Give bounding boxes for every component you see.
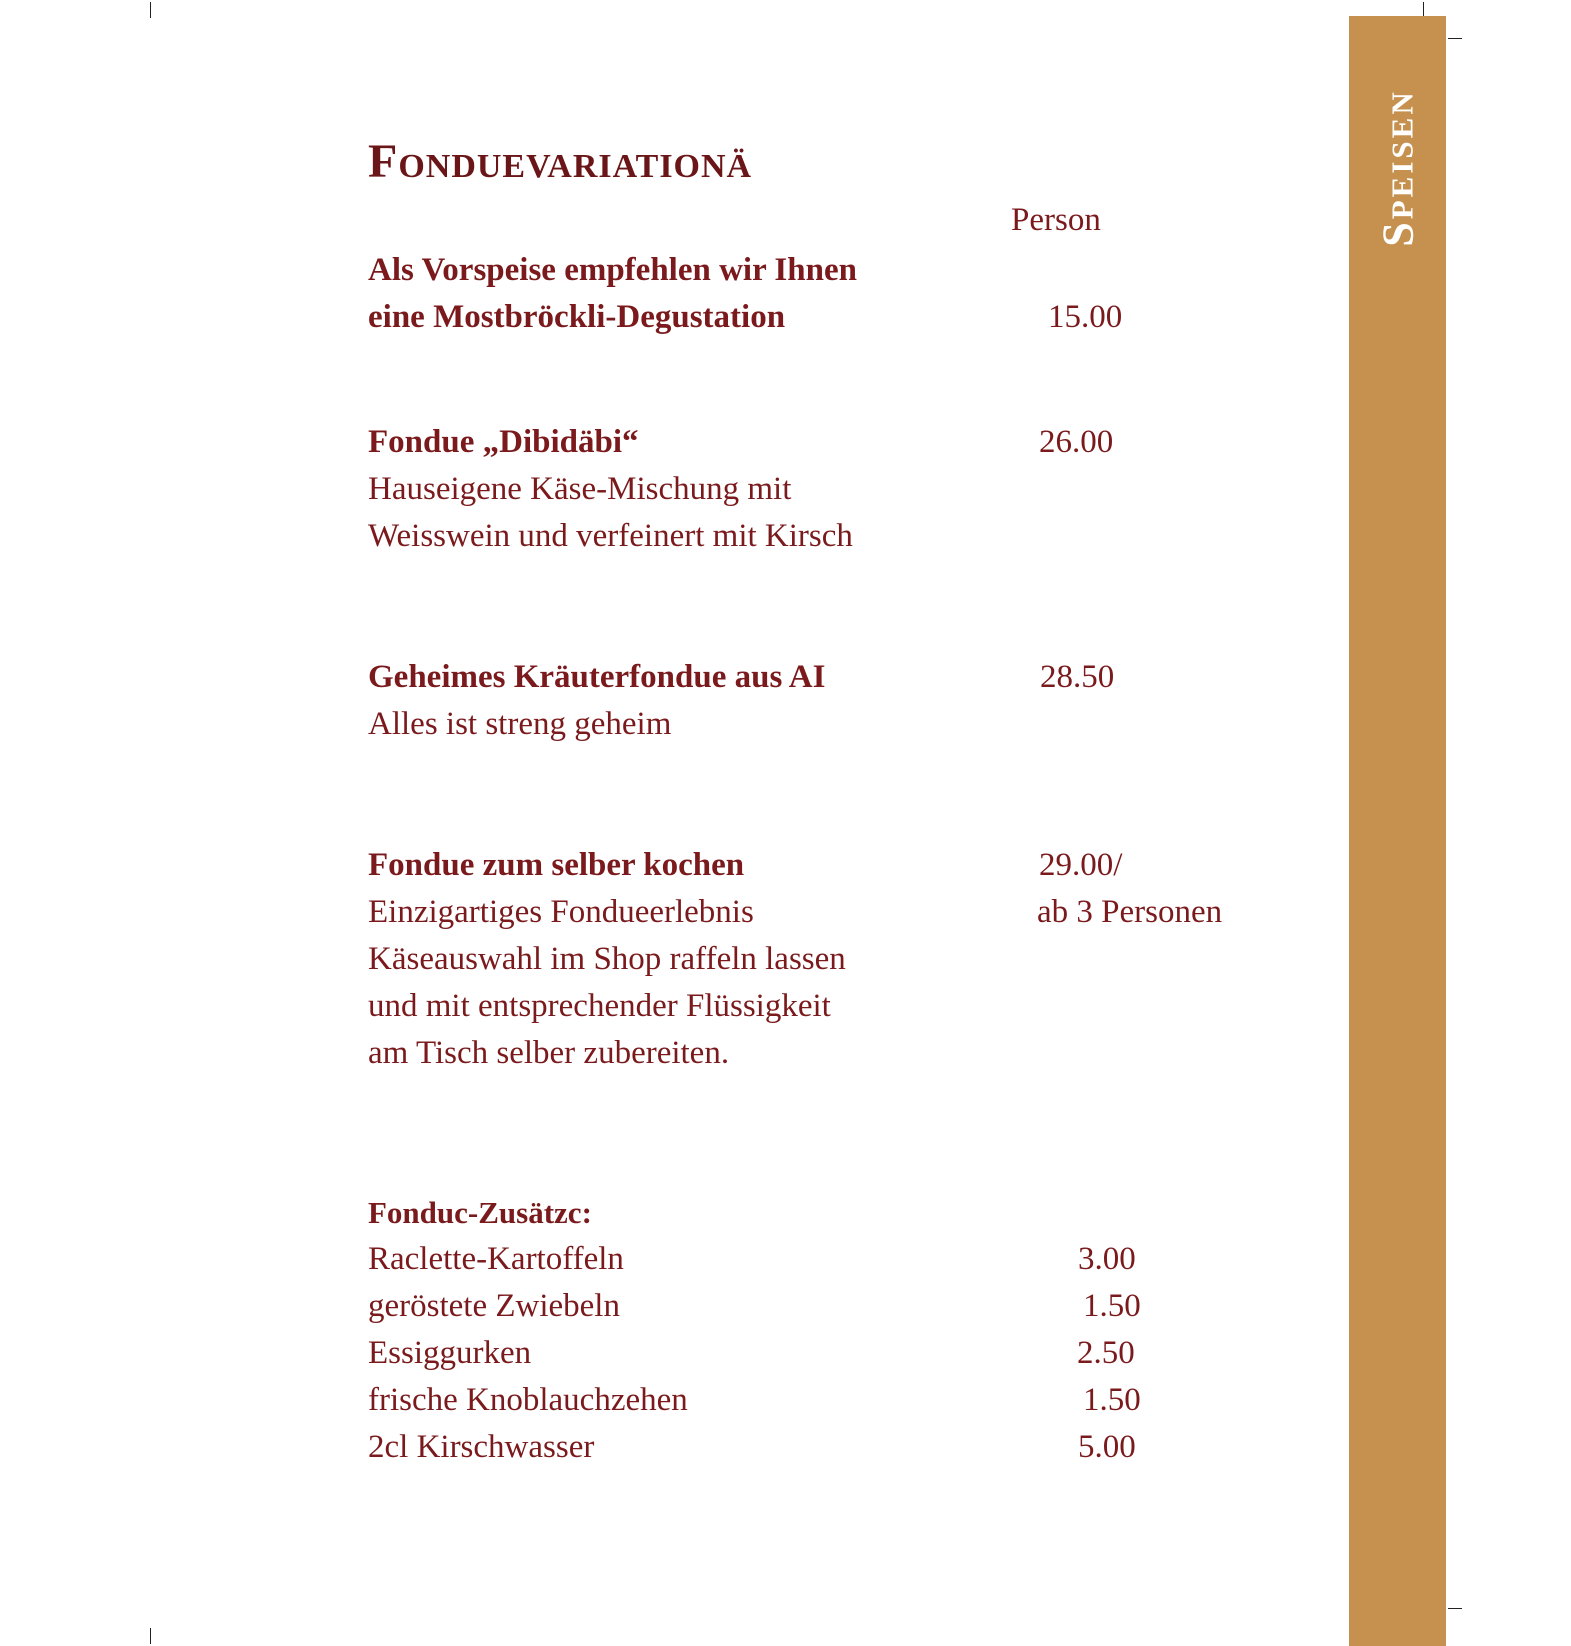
extras-item-price: 1.50	[1083, 1382, 1141, 1418]
extras-item-price: 5.00	[1078, 1429, 1136, 1465]
crop-mark	[150, 2, 151, 18]
side-tab-label: Speisen	[1373, 89, 1423, 247]
dibidabi-name: Fondue „Dibidäbi“	[368, 424, 639, 460]
selber-desc-2: Käseauswahl im Shop raffeln lassen	[368, 941, 846, 977]
extras-item-name: frische Knoblauchzehen	[368, 1382, 688, 1418]
crop-mark	[1448, 38, 1462, 39]
dibidabi-price: 26.00	[1039, 424, 1114, 460]
dibidabi-desc-2: Weisswein und verfeinert mit Kirsch	[368, 518, 853, 554]
selber-price-note: ab 3 Personen	[1037, 894, 1223, 930]
extras-item-name: geröstete Zwiebeln	[368, 1288, 620, 1324]
starter-price: 15.00	[1048, 299, 1123, 335]
extras-item-price: 2.50	[1077, 1335, 1135, 1371]
page-title: Fonduevariationä	[368, 135, 753, 188]
starter-line-2: eine Mostbröckli-Degustation	[368, 299, 786, 335]
extras-item-price: 1.50	[1083, 1288, 1141, 1324]
selber-desc-1: Einzigartiges Fondueerlebnis	[368, 894, 754, 930]
extras-item-name: Essiggurken	[368, 1335, 532, 1371]
selber-desc-3: und mit entsprechender Flüssigkeit	[368, 988, 831, 1024]
extras-item-name: Raclette-Kartoffeln	[368, 1241, 624, 1277]
extras-heading: Fonduc-Zusätzc:	[368, 1195, 592, 1230]
selber-name: Fondue zum selber kochen	[368, 847, 745, 883]
selber-desc-4: am Tisch selber zubereiten.	[368, 1035, 730, 1071]
column-header-person: Person	[1011, 202, 1101, 238]
extras-item-name: 2cl Kirschwasser	[368, 1429, 595, 1465]
crop-mark	[150, 1628, 151, 1644]
crop-mark	[1448, 1608, 1462, 1609]
side-band	[1349, 16, 1446, 1646]
kraeuter-price: 28.50	[1040, 659, 1115, 695]
kraeuter-name: Geheimes Kräuterfondue aus AI	[368, 659, 826, 695]
kraeuter-desc-1: Alles ist streng geheim	[368, 706, 672, 742]
starter-line-1: Als Vorspeise empfehlen wir Ihnen	[368, 252, 857, 288]
selber-price: 29.00/	[1039, 847, 1123, 883]
dibidabi-desc-1: Hauseigene Käse-Mischung mit	[368, 471, 792, 507]
extras-item-price: 3.00	[1078, 1241, 1136, 1277]
